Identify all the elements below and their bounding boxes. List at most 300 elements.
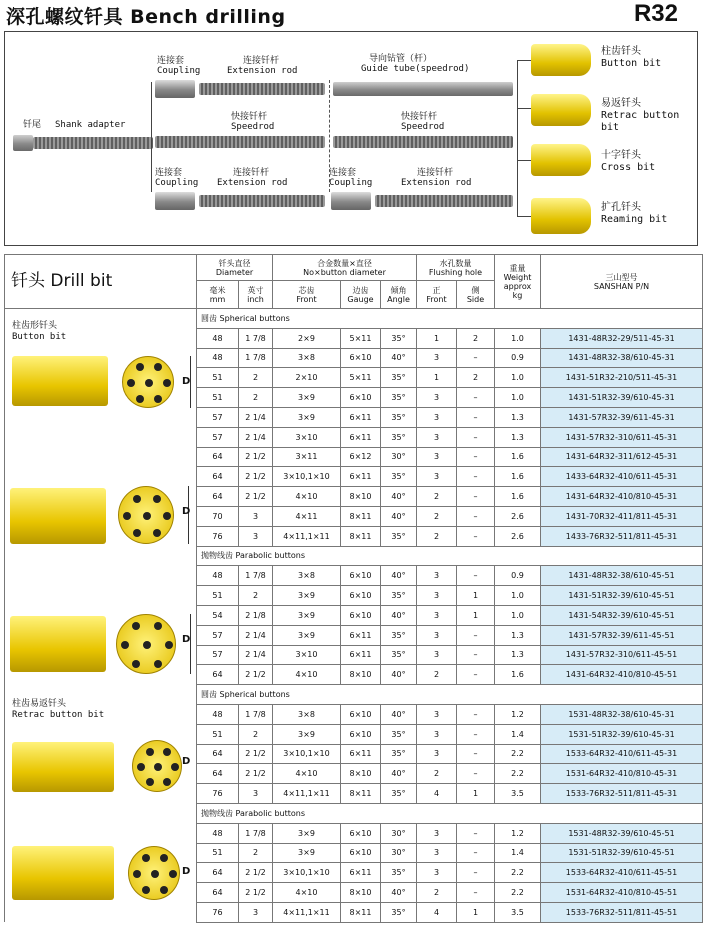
- cell-angle: 35°: [381, 586, 417, 606]
- image-cell: [5, 902, 197, 922]
- cell-flush-front: 4: [417, 902, 457, 922]
- coupling-label-1: 连接套 Coupling: [157, 56, 201, 76]
- bracket-line: [517, 60, 518, 216]
- cell-part-number: 1431-51R32-210/511-45-31: [541, 368, 703, 388]
- cell-flush-front: 3: [417, 586, 457, 606]
- section-header-row: [5, 309, 703, 329]
- cell-front: 4×10: [273, 487, 341, 507]
- diameter-mark: D: [182, 866, 191, 877]
- cell-flush-front: 4: [417, 784, 457, 804]
- button-insert-icon: [163, 778, 171, 786]
- cell-angle: 35°: [381, 863, 417, 883]
- guide-tube: [333, 82, 513, 96]
- cell-flush-front: 3: [417, 645, 457, 665]
- cell-weight: 1.0: [495, 368, 541, 388]
- cell-flush-side: –: [457, 863, 495, 883]
- button-insert-icon: [153, 495, 161, 503]
- cell-inch: 1 7/8: [239, 348, 273, 368]
- cell-flush-side: –: [457, 724, 495, 744]
- cell-flush-side: –: [457, 665, 495, 685]
- cell-mm: 64: [197, 883, 239, 903]
- cell-angle: 40°: [381, 883, 417, 903]
- cell-mm: 51: [197, 388, 239, 408]
- header-inch: 英寸 inch: [239, 281, 273, 309]
- cell-front: 4×10: [273, 665, 341, 685]
- cell-front: 3×9: [273, 843, 341, 863]
- cell-gauge: 8×11: [341, 526, 381, 546]
- cell-flush-side: –: [457, 506, 495, 526]
- cell-angle: 35°: [381, 724, 417, 744]
- diameter-mark: D: [182, 376, 191, 387]
- button-insert-icon: [171, 763, 179, 771]
- header-part-number: 三山型号 SANSHAN P/N: [541, 255, 703, 309]
- cell-part-number: 1431-70R32-411/811-45-31: [541, 506, 703, 526]
- cell-flush-side: –: [457, 843, 495, 863]
- connector-line: [151, 82, 152, 192]
- cell-part-number: 1531-64R32-410/810-45-31: [541, 764, 703, 784]
- cell-flush-front: 3: [417, 744, 457, 764]
- table-row: [5, 704, 703, 724]
- button-bit-image: [531, 44, 591, 76]
- speedrod-2: [333, 136, 513, 148]
- cell-flush-front: 3: [417, 863, 457, 883]
- cell-flush-front: 1: [417, 328, 457, 348]
- cell-angle: 35°: [381, 902, 417, 922]
- cell-gauge: 6×11: [341, 863, 381, 883]
- button-insert-icon: [133, 495, 141, 503]
- cell-gauge: 6×11: [341, 427, 381, 447]
- section-label: 圆齿 Spherical buttons: [197, 685, 703, 705]
- button-insert-icon: [133, 529, 141, 537]
- cell-mm: 64: [197, 447, 239, 467]
- cell-gauge: 6×10: [341, 566, 381, 586]
- cell-part-number: 1431-57R32-39/611-45-31: [541, 407, 703, 427]
- cell-front: 2×10: [273, 368, 341, 388]
- button-insert-icon: [169, 870, 177, 878]
- cell-part-number: 1531-48R32-39/610-45-51: [541, 823, 703, 843]
- cell-front: 4×10: [273, 764, 341, 784]
- bit-face-view: [128, 846, 180, 900]
- cell-inch: 2: [239, 368, 273, 388]
- cell-flush-side: 1: [457, 902, 495, 922]
- cell-gauge: 8×11: [341, 784, 381, 804]
- section-label: 抛物线齿 Parabolic buttons: [197, 546, 703, 566]
- header-flush-front: 正 Front: [417, 281, 457, 309]
- cell-mm: 57: [197, 427, 239, 447]
- button-insert-icon: [153, 529, 161, 537]
- cell-flush-side: –: [457, 744, 495, 764]
- cell-part-number: 1431-64R32-311/612-45-31: [541, 447, 703, 467]
- bit-face-view: [132, 740, 182, 792]
- cell-flush-side: –: [457, 823, 495, 843]
- header-flushing: 水孔数量 Flushing hole: [417, 255, 495, 281]
- cell-flush-side: 1: [457, 586, 495, 606]
- button-insert-icon: [143, 512, 151, 520]
- cell-part-number: 1431-57R32-310/611-45-31: [541, 427, 703, 447]
- bit-side-view: [10, 488, 106, 544]
- cell-weight: 1.3: [495, 427, 541, 447]
- bit-face-view: [116, 614, 176, 674]
- header-flush-side: 侧 Side: [457, 281, 495, 309]
- cell-weight: 1.2: [495, 823, 541, 843]
- retrac-bit-label: 易返钎头 Retrac button bit: [601, 98, 680, 133]
- coupling-1: [155, 80, 195, 98]
- table-row: [5, 328, 703, 348]
- cell-flush-side: –: [457, 407, 495, 427]
- cell-mm: 76: [197, 902, 239, 922]
- cell-angle: 40°: [381, 348, 417, 368]
- extension-label-1: 连接钎杆 Extension rod: [227, 56, 298, 76]
- table-row: [5, 625, 703, 645]
- cell-weight: 1.0: [495, 605, 541, 625]
- cell-gauge: 8×11: [341, 902, 381, 922]
- table-row: [5, 645, 703, 665]
- cell-angle: 40°: [381, 764, 417, 784]
- cell-inch: 2 1/4: [239, 427, 273, 447]
- extension-label-3: 连接钎杆 Extension rod: [401, 168, 472, 188]
- drill-bit-table: [4, 254, 703, 923]
- cell-gauge: 6×11: [341, 625, 381, 645]
- cell-weight: 1.6: [495, 665, 541, 685]
- button-bit-label: 柱齿钎头 Button bit: [601, 46, 662, 69]
- cell-front: 4×11: [273, 506, 341, 526]
- cell-front: 3×10: [273, 645, 341, 665]
- cell-flush-side: 2: [457, 368, 495, 388]
- cell-mm: 48: [197, 823, 239, 843]
- cell-front: 3×8: [273, 348, 341, 368]
- cell-part-number: 1431-57R32-310/611-45-51: [541, 645, 703, 665]
- cell-gauge: 8×10: [341, 764, 381, 784]
- cell-inch: 2 1/2: [239, 467, 273, 487]
- section-label: 抛物线齿 Parabolic buttons: [197, 803, 703, 823]
- cell-front: 3×9: [273, 388, 341, 408]
- button-insert-icon: [163, 512, 171, 520]
- cell-front: 3×10,1×10: [273, 863, 341, 883]
- cell-part-number: 1431-57R32-39/611-45-51: [541, 625, 703, 645]
- cell-inch: 3: [239, 526, 273, 546]
- retrac-bit-image: [531, 94, 591, 126]
- cell-flush-front: 3: [417, 447, 457, 467]
- cell-mm: 64: [197, 665, 239, 685]
- button-insert-icon: [142, 886, 150, 894]
- cell-flush-side: –: [457, 764, 495, 784]
- extension-rod-2: [199, 195, 325, 207]
- cell-inch: 2 1/8: [239, 605, 273, 625]
- button-insert-icon: [132, 660, 140, 668]
- button-insert-icon: [160, 886, 168, 894]
- cell-weight: 1.3: [495, 645, 541, 665]
- cell-front: 3×10,1×10: [273, 744, 341, 764]
- cell-inch: 2 1/2: [239, 863, 273, 883]
- cell-mm: 57: [197, 625, 239, 645]
- cell-angle: 35°: [381, 784, 417, 804]
- cell-angle: 40°: [381, 506, 417, 526]
- section-title: 钎头 Drill bit: [5, 255, 197, 309]
- cell-front: 3×11: [273, 447, 341, 467]
- cell-angle: 35°: [381, 625, 417, 645]
- shank-adapter: [13, 135, 33, 151]
- speedrod-label-2: 快接钎杆 Speedrod: [401, 112, 445, 132]
- cell-gauge: 6×10: [341, 388, 381, 408]
- button-insert-icon: [154, 763, 162, 771]
- table-row: [5, 902, 703, 922]
- cell-inch: 2: [239, 843, 273, 863]
- cell-mm: 57: [197, 407, 239, 427]
- cell-inch: 2 1/2: [239, 764, 273, 784]
- cell-weight: 0.9: [495, 348, 541, 368]
- table-row: [5, 407, 703, 427]
- button-insert-icon: [154, 363, 162, 371]
- cell-angle: 40°: [381, 487, 417, 507]
- button-insert-icon: [154, 622, 162, 630]
- cell-weight: 2.2: [495, 863, 541, 883]
- cell-inch: 3: [239, 902, 273, 922]
- cell-weight: 1.3: [495, 407, 541, 427]
- bit-side-view: [12, 742, 114, 792]
- cell-front: 2×9: [273, 328, 341, 348]
- cell-part-number: 1433-64R32-410/611-45-31: [541, 467, 703, 487]
- cell-part-number: 1533-64R32-410/611-45-51: [541, 863, 703, 883]
- cell-weight: 1.3: [495, 625, 541, 645]
- cell-mm: 48: [197, 348, 239, 368]
- button-insert-icon: [142, 854, 150, 862]
- cell-flush-front: 3: [417, 348, 457, 368]
- cell-front: 3×9: [273, 823, 341, 843]
- cell-angle: 40°: [381, 605, 417, 625]
- cell-inch: 2 1/2: [239, 665, 273, 685]
- extension-label-2: 连接钎杆 Extension rod: [217, 168, 288, 188]
- cell-front: 3×9: [273, 625, 341, 645]
- button-insert-icon: [151, 870, 159, 878]
- cell-part-number: 1431-64R32-410/810-45-51: [541, 665, 703, 685]
- cell-flush-side: –: [457, 704, 495, 724]
- button-insert-icon: [133, 870, 141, 878]
- header-gauge: 边齿 Gauge: [341, 281, 381, 309]
- cell-flush-front: 3: [417, 566, 457, 586]
- table-row: [5, 427, 703, 447]
- button-insert-icon: [160, 854, 168, 862]
- cell-front: 3×8: [273, 704, 341, 724]
- button-insert-icon: [137, 763, 145, 771]
- coupling-3: [331, 192, 371, 210]
- cell-part-number: 1431-48R32-38/610-45-31: [541, 348, 703, 368]
- cell-inch: 3: [239, 784, 273, 804]
- cell-gauge: 8×11: [341, 506, 381, 526]
- cell-weight: 3.5: [495, 784, 541, 804]
- cell-inch: 1 7/8: [239, 328, 273, 348]
- table-row: [5, 586, 703, 606]
- cell-mm: 64: [197, 487, 239, 507]
- cell-mm: 76: [197, 784, 239, 804]
- cell-mm: 51: [197, 368, 239, 388]
- cell-part-number: 1431-48R32-29/511-45-31: [541, 328, 703, 348]
- cell-flush-front: 3: [417, 704, 457, 724]
- cell-gauge: 6×12: [341, 447, 381, 467]
- cell-gauge: 8×10: [341, 487, 381, 507]
- cell-inch: 2: [239, 388, 273, 408]
- reaming-bit-label: 扩孔钎头 Reaming bit: [601, 202, 668, 225]
- cell-weight: 1.4: [495, 843, 541, 863]
- speedrod-label-1: 快接钎杆 Speedrod: [231, 112, 275, 132]
- cell-weight: 2.2: [495, 744, 541, 764]
- cell-part-number: 1531-51R32-39/610-45-31: [541, 724, 703, 744]
- cell-mm: 64: [197, 863, 239, 883]
- button-insert-icon: [143, 641, 151, 649]
- cell-flush-side: –: [457, 625, 495, 645]
- cell-mm: 51: [197, 843, 239, 863]
- header-alloy: 合金数量×直径 No×button diameter: [273, 255, 417, 281]
- cell-weight: 2.2: [495, 764, 541, 784]
- cell-mm: 48: [197, 566, 239, 586]
- cell-angle: 35°: [381, 407, 417, 427]
- cell-weight: 2.6: [495, 526, 541, 546]
- cell-gauge: 6×10: [341, 586, 381, 606]
- cell-flush-side: 1: [457, 784, 495, 804]
- cell-part-number: 1431-64R32-410/810-45-31: [541, 487, 703, 507]
- cell-weight: 3.5: [495, 902, 541, 922]
- cell-flush-front: 3: [417, 467, 457, 487]
- cell-front: 4×11,1×11: [273, 902, 341, 922]
- system-diagram: [4, 31, 698, 246]
- cell-angle: 35°: [381, 368, 417, 388]
- guide-label: 导向钻管（杆） Guide tube(speedrod): [361, 54, 470, 74]
- cell-angle: 35°: [381, 645, 417, 665]
- cell-mm: 51: [197, 724, 239, 744]
- cell-mm: 64: [197, 744, 239, 764]
- cell-flush-side: –: [457, 467, 495, 487]
- cell-flush-side: –: [457, 883, 495, 903]
- cell-flush-side: –: [457, 526, 495, 546]
- cell-gauge: 5×11: [341, 328, 381, 348]
- button-insert-icon: [163, 379, 171, 387]
- header-mm: 毫米 mm: [197, 281, 239, 309]
- table-row: [5, 665, 703, 685]
- cell-flush-side: –: [457, 348, 495, 368]
- cell-gauge: 6×11: [341, 645, 381, 665]
- shank-label-en: Shank adapter: [55, 120, 126, 130]
- cell-angle: 40°: [381, 704, 417, 724]
- cell-gauge: 6×10: [341, 348, 381, 368]
- table-row: [5, 487, 703, 507]
- cell-angle: 30°: [381, 447, 417, 467]
- button-insert-icon: [145, 379, 153, 387]
- table-row: [5, 506, 703, 526]
- cell-flush-front: 2: [417, 487, 457, 507]
- table-row: [5, 467, 703, 487]
- cell-weight: 1.0: [495, 586, 541, 606]
- button-insert-icon: [146, 748, 154, 756]
- table-row: [5, 526, 703, 546]
- cell-inch: 2 1/2: [239, 883, 273, 903]
- cross-bit-label: 十字钎头 Cross bit: [601, 150, 656, 173]
- coupling-label-2: 连接套 Coupling: [155, 168, 199, 188]
- header-front: 芯齿 Front: [273, 281, 341, 309]
- cell-part-number: 1431-51R32-39/610-45-51: [541, 586, 703, 606]
- cell-flush-front: 3: [417, 724, 457, 744]
- reaming-bit-image: [531, 198, 591, 234]
- cell-mm: 54: [197, 605, 239, 625]
- button-insert-icon: [121, 641, 129, 649]
- section-header-row: [5, 803, 703, 823]
- cell-weight: 1.4: [495, 724, 541, 744]
- cell-mm: 48: [197, 328, 239, 348]
- image-cell: [5, 447, 197, 467]
- cell-inch: 2 1/4: [239, 625, 273, 645]
- diameter-mark: D: [182, 634, 191, 645]
- table-row: [5, 388, 703, 408]
- image-cell: [5, 427, 197, 447]
- section-header-row: [5, 685, 703, 705]
- bit-face-view: [118, 486, 174, 544]
- section-header-row: [5, 546, 703, 566]
- cell-weight: 1.6: [495, 447, 541, 467]
- cell-flush-side: –: [457, 427, 495, 447]
- diameter-mark: D: [182, 506, 191, 517]
- cell-part-number: 1431-54R32-39/610-45-51: [541, 605, 703, 625]
- table-row: [5, 566, 703, 586]
- cell-front: 3×9: [273, 586, 341, 606]
- button-insert-icon: [123, 512, 131, 520]
- cell-mm: 57: [197, 645, 239, 665]
- cell-front: 3×9: [273, 605, 341, 625]
- cell-inch: 1 7/8: [239, 566, 273, 586]
- cell-mm: 70: [197, 506, 239, 526]
- button-insert-icon: [146, 778, 154, 786]
- button-insert-icon: [154, 395, 162, 403]
- cell-flush-side: 2: [457, 328, 495, 348]
- cell-part-number: 1533-76R32-511/811-45-31: [541, 784, 703, 804]
- cell-part-number: 1531-51R32-39/610-45-51: [541, 843, 703, 863]
- cell-front: 4×10: [273, 883, 341, 903]
- cell-flush-front: 1: [417, 368, 457, 388]
- header-weight: 重量 Weight approx kg: [495, 255, 541, 309]
- cell-angle: 30°: [381, 823, 417, 843]
- cell-flush-front: 3: [417, 843, 457, 863]
- image-cell: [5, 467, 197, 487]
- thread-code: R32: [633, 0, 678, 27]
- button-insert-icon: [136, 395, 144, 403]
- button-insert-icon: [163, 748, 171, 756]
- cell-flush-side: 1: [457, 605, 495, 625]
- cell-gauge: 6×11: [341, 407, 381, 427]
- cell-flush-front: 2: [417, 506, 457, 526]
- coupling-2: [155, 192, 195, 210]
- speedrod-1: [155, 136, 325, 148]
- cell-weight: 0.9: [495, 566, 541, 586]
- section-label: 圆齿 Spherical buttons: [197, 309, 703, 329]
- cell-angle: 40°: [381, 566, 417, 586]
- cell-inch: 2 1/4: [239, 645, 273, 665]
- cell-flush-front: 3: [417, 407, 457, 427]
- button-insert-icon: [132, 622, 140, 630]
- cell-gauge: 6×11: [341, 467, 381, 487]
- cell-flush-side: –: [457, 645, 495, 665]
- cell-front: 3×10: [273, 427, 341, 447]
- cell-flush-front: 2: [417, 764, 457, 784]
- page-title: 深孔螺纹钎具 Bench drilling: [6, 6, 286, 28]
- header-diameter: 钎头直径 Diameter: [197, 255, 273, 281]
- coupling-label-3: 连接套 Coupling: [329, 168, 373, 188]
- cell-gauge: 6×10: [341, 724, 381, 744]
- cell-gauge: 8×10: [341, 883, 381, 903]
- cross-bit-image: [531, 144, 591, 176]
- cell-inch: 1 7/8: [239, 823, 273, 843]
- header-angle: 倾角 Angle: [381, 281, 417, 309]
- shank-label-cn: 钎尾: [23, 120, 42, 130]
- cell-gauge: 6×10: [341, 823, 381, 843]
- cell-weight: 1.6: [495, 467, 541, 487]
- cell-flush-side: –: [457, 566, 495, 586]
